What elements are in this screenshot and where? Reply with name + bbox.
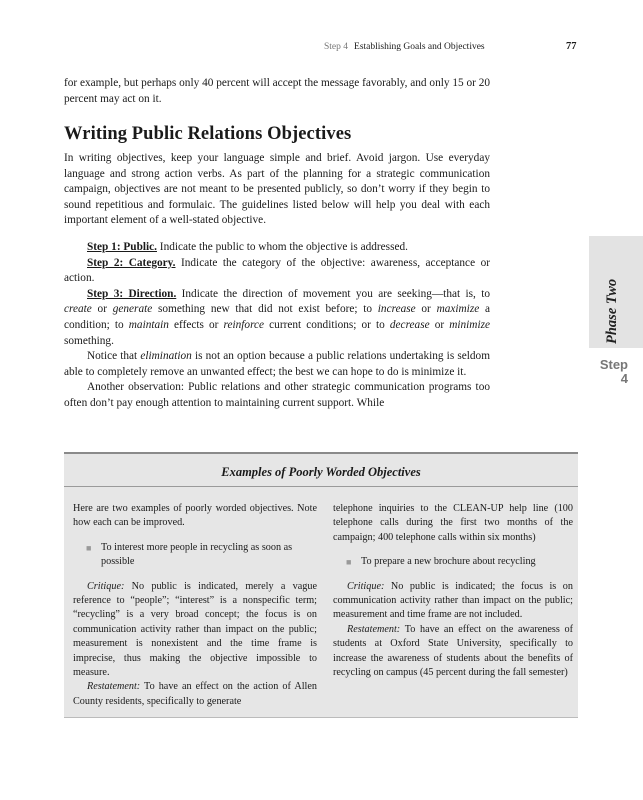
examples-box-rule (64, 486, 578, 487)
intro-paragraph (64, 76, 490, 107)
observation-paragraph: Another observation: Public relations and other strategic communication programs too often don’t pay enough attention to maintaining current support. While (64, 381, 490, 409)
examples-box-title: Examples of Poorly Worded Objectives (221, 465, 421, 479)
notice-text: Notice that (87, 350, 141, 363)
page-number: 77 (566, 41, 577, 52)
notice-paragraph (64, 349, 490, 380)
bullet-square-icon: ■ (346, 557, 352, 568)
phase-tab (589, 236, 643, 348)
critique-label: Critique: (347, 580, 385, 592)
step-marker-number: 4 (620, 371, 628, 386)
emphasis-increase: increase (377, 303, 416, 316)
examples-left-column (73, 502, 317, 709)
emphasis-elimination: elimination (140, 350, 192, 363)
step-marker (598, 358, 628, 386)
running-head (324, 42, 485, 52)
critique-label: Critique: (87, 580, 125, 592)
bullet-square-icon: ■ (86, 542, 92, 553)
example-2-critique (333, 580, 573, 623)
section-heading: Writing Public Relations Objectives (64, 124, 352, 144)
step-3-text: current conditions; or to (264, 318, 390, 331)
critique-text: No public is indicated; the focus is on communication activity rather than impact on the public; measurement and time frame are not included. (333, 580, 573, 621)
step-3-text: something. (64, 334, 114, 347)
step-3-text: effects or (168, 318, 224, 331)
restatement-text: To have an effect on the action of Allen County residents, specifically to generate (73, 681, 317, 707)
restatement-text: To have an effect on the awareness of students at Oxford State University, specifically to increase the awareness of students about the benefits of recycling on campus (45 percent during the fall semester) (333, 623, 573, 679)
running-head-chapter: Establishing Goals and Objectives (354, 42, 485, 52)
step-3-text: or (415, 303, 437, 316)
step-2-paragraph (64, 256, 490, 287)
step-3-label: Step 3: Direction. (87, 287, 177, 300)
running-head-step: Step 4 (324, 42, 349, 52)
step-2-label: Step 2: Category. (87, 256, 176, 269)
emphasis-maintain: maintain (128, 318, 169, 331)
step-marker-word: Step (599, 357, 628, 372)
examples-intro: Here are two examples of poorly worded objectives. Note how each can be improved. (73, 503, 317, 529)
examples-right-column (333, 502, 573, 680)
example-1-restatement (73, 680, 317, 709)
restatement-label: Restatement: (347, 623, 401, 635)
emphasis-maximize: maximize (436, 303, 480, 316)
step-3-text: Indicate the direction of movement you are seeking—that is, to (176, 287, 490, 300)
step-3-paragraph (64, 287, 490, 349)
restatement-label: Restatement: (87, 681, 141, 693)
example-2-text: To prepare a new brochure about recycling (361, 556, 536, 568)
emphasis-minimize: minimize (449, 318, 490, 331)
critique-text: No public is indicated, merely a vague reference to “people”; “interest” is a nonspecific term; “recycling” is a very broad concept; the focus is on communication activity rather than impact on the public; measurement is nonexistent and the time frame is imprecise, thus making the objective impossible to measure. (73, 580, 317, 679)
step-1-text: Indicate the public to whom the objective is addressed. (156, 240, 408, 253)
example-1-critique (73, 580, 317, 681)
emphasis-generate: generate (112, 303, 153, 316)
example-2-restatement (333, 623, 573, 681)
emphasis-decrease: decrease (389, 318, 430, 331)
phase-label: Phase Two (604, 278, 620, 344)
emphasis-create: create (64, 303, 92, 316)
section-body (64, 151, 490, 412)
example-1-text: To interest more people in recycling as soon as possible (101, 541, 293, 568)
examples-box (64, 452, 578, 718)
step-1-paragraph (64, 240, 490, 256)
emphasis-reinforce: reinforce (223, 318, 265, 331)
example-1-bullet (73, 541, 317, 570)
step-3-text: or (429, 318, 450, 331)
step-3-text: or (91, 303, 113, 316)
step-3-text: something new that did not exist before; to (152, 303, 378, 316)
section-paragraph-1: In writing objectives, keep your language simple and brief. Avoid jargon. Use everyday language and strong action verbs. As part of the planning for a strategic communication campaign, objectives are not meant to be presented publicly, so don’t worry if they begin to sound repetitious and formulaic. The guidelines listed below will help you deal with each important element of a well-stated objective. (64, 152, 490, 227)
step-2-text: Indicate the category of the objective: awareness, acceptance or action. (64, 256, 490, 285)
step-3-text: a condition; to (64, 303, 490, 331)
step-1-label: Step 1: Public. (87, 240, 157, 253)
notice-text: is not an option because a public relations undertaking is seldom able to completely remove an unwanted effect; the best we can hope to do is minimize it. (64, 350, 490, 378)
intro-text: for example, but perhaps only 40 percent will accept the message favorably, and only 15 or 20 percent may act on it. (64, 77, 490, 105)
example-2-bullet (333, 555, 573, 569)
example-1-restatement-continued: telephone inquiries to the CLEAN-UP help line (100 telephone calls during the first two months of the campaign; 400 telephone calls within six months) (333, 503, 573, 543)
